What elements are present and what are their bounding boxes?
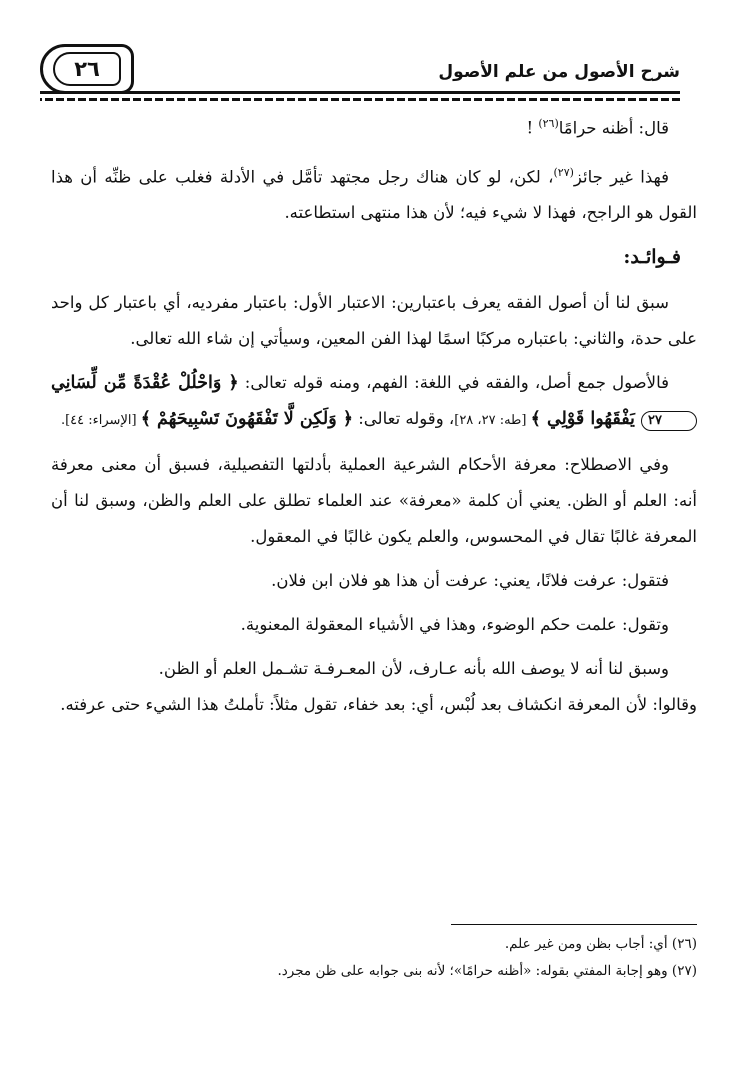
page-number: ٢٦ <box>53 52 121 86</box>
quran-verse: ﴿ وَلَكِن لَّا تَفْقَهُونَ تَسْبِيحَهُمْ ﴾ <box>140 409 353 429</box>
footnote-text: أي: أجاب بظن ومن غير علم. <box>504 936 668 952</box>
footnote-ref[interactable]: (٢٧) <box>553 165 574 179</box>
footnotes <box>51 931 697 985</box>
paragraph: فهذا غير جائز$^{(٢٧)}$، لكن، لو كان هناك رجل مجتهد تأمَّل في الأدلة فغلب على ظنِّه أن هذا القول هو الراجح، فهذا لا شيء فيه؛ لأن هذا منتهى استطاعته. <box>51 165 697 222</box>
page-number-badge <box>40 44 134 94</box>
footnote-number: (٢٧) <box>671 963 697 979</box>
footnote-number: (٢٦) <box>671 936 697 952</box>
footnote-ref[interactable]: (٢٦) <box>538 117 559 130</box>
book-title: شرح الأصول من علم الأصول <box>438 62 680 82</box>
footnote-text: وهو إجابة المفتي بقوله: «أظنه حرامًا»؛ لأنه بنى جوابه على ظن مجرد. <box>277 963 668 979</box>
section-heading: فـوائـد: <box>623 246 681 268</box>
paragraph: وتقول: علمت حكم الوضوء، وهذا في الأشياء المعقولة المعنوية. <box>240 615 669 634</box>
header-dashed-rule <box>40 98 680 101</box>
quran-verse: يَفْقَهُوا قَوْلِي ﴾ <box>530 409 642 429</box>
page-header <box>40 44 680 94</box>
paragraph: قال: أظنه حرامًا$^{(٢٦)}$ ! <box>526 117 669 138</box>
verse-citation: [الإسراء: ٤٤]. <box>60 413 141 428</box>
paragraph: فتقول: عرفت فلانًا، يعني: عرفت أن هذا هو فلان ابن فلان. <box>271 571 669 590</box>
footnote-separator <box>451 924 697 925</box>
paragraph: وسبق لنا أنه لا يوصف الله بأنه عـارف، لأن المعـرفـة تشـمل العلم أو الظن. <box>158 659 669 678</box>
paragraph: وفي الاصطلاح: معرفة الأحكام الشرعية العملية بأدلتها التفصيلية، فسبق أن معنى معرفة أنه: العلم أو الظن. يعني أن كلمة «معرفة» عند العلماء تطلق على العلم والظن، وسبق لنا أن المعرفة غالبًا تقال في المحسوس، والعلم يكون غالبًا في المعقول. <box>51 455 697 546</box>
header-rule <box>40 91 680 94</box>
paragraph: وقالوا: لأن المعرفة انكشاف بعد لُبْس، أي: بعد خفاء، تقول مثلاً: تأملتُ هذا الشيء حتى عرفته. <box>60 695 697 714</box>
footnote <box>51 958 697 985</box>
footnote <box>51 931 697 958</box>
verse-citation: [طه: ٢٧، ٢٨] <box>454 413 531 428</box>
paragraph: فالأصول جمع أصل، والفقه في اللغة: الفهم، ومنه قوله تعالى: ﴿ وَاحْلُلْ عُقْدَةً مِّن لِّسَانِي ٢٧ يَفْقَهُوا قَوْلِي ﴾ [طه: ٢٧، ٢٨]، وقوله تعالى: ﴿ وَلَكِن لَّا تَفْقَهُونَ تَسْبِيحَهُمْ ﴾ [الإسراء: ٤٤]. <box>51 365 697 439</box>
verse-number: ٢٧ <box>641 411 697 431</box>
quran-verse: ﴿ وَاحْلُلْ عُقْدَةً مِّن لِّسَانِي <box>51 373 239 393</box>
main-text <box>51 106 697 731</box>
paragraph: سبق لنا أن أصول الفقه يعرف باعتبارين: الاعتبار الأول: باعتبار مفرديه، أي باعتبار كل واحد على حدة، والثاني: باعتباره مركبًا اسمًا لهذا الفن المعين، وسيأتي إن شاء الله تعالى. <box>51 293 697 348</box>
